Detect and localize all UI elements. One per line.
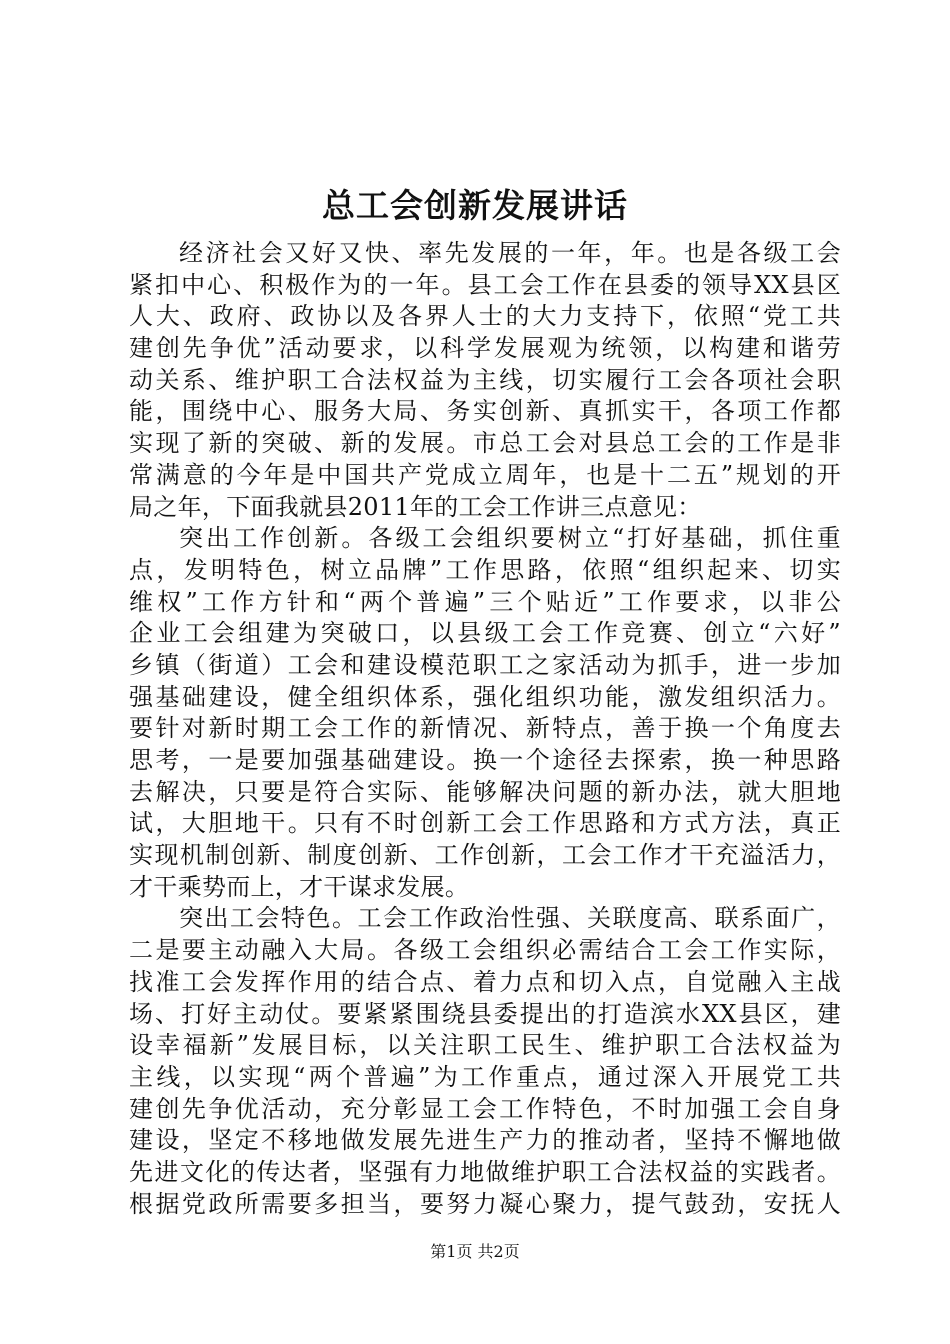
text-line: 强基础建设，健全组织体系，强化组织功能，激发组织活力。 [129, 682, 841, 711]
text-line: 经济社会又好又快、率先发展的一年，年。也是各级工会 [179, 239, 841, 267]
text-line: 设幸福新”发展目标，以关注职工民生、维护职工合法权益为 [129, 1031, 841, 1060]
text-line: 乡镇（街道）工会和建设模范职工之家活动为抓手，进一步加 [129, 650, 841, 679]
text-line: 突出工会特色。工会工作政治性强、关联度高、联系面广， [179, 904, 841, 933]
text-line: 建创先争优”活动要求，以科学发展观为统领，以构建和谐劳 [129, 334, 841, 363]
page-number: 第1页 共2页 [430, 1242, 520, 1261]
text-line: 才干乘势而上，才干谋求发展。 [129, 872, 470, 901]
text-line: 主线，以实现“两个普遍”为工作重点，通过深入开展党工共 [129, 1062, 841, 1091]
text-line: 找准工会发挥作用的结合点、着力点和切入点，自觉融入主战 [129, 967, 841, 996]
text-line: 根据党政所需要多担当，要努力凝心聚力，提气鼓劲，安抚人 [129, 1189, 841, 1218]
text-line: 能，围绕中心、服务大局、务实创新、真抓实干，各项工作都 [129, 397, 841, 426]
text-line: 试，大胆地干。只有不时创新工会工作思路和方式方法，真正 [129, 809, 841, 838]
text-line: 企业工会组建为突破口，以县级工会工作竞赛、创立“六好” [129, 619, 841, 648]
text-line: 去解决，只要是符合实际、能够解决问题的新办法，就大胆地 [129, 777, 841, 806]
text-line: 维权”工作方针和“两个普遍”三个贴近”工作要求，以非公 [129, 587, 841, 616]
text-line: 人大、政府、政协以及各界人士的大力支持下，依照“党工共 [129, 302, 841, 331]
text-line: 常满意的今年是中国共产党成立周年，也是十二五”规划的开 [129, 460, 841, 489]
text-line: 思考，一是要加强基础建设。换一个途径去探索，换一种思路 [129, 746, 841, 774]
text-line: 建创先争优活动，充分彰显工会工作特色，不时加强工会自身 [129, 1094, 841, 1123]
text-line: 实现机制创新、制度创新、工作创新，工会工作才干充溢活力， [129, 841, 841, 870]
document-body [129, 238, 841, 1220]
text-line: 动关系、维护职工合法权益为主线，切实履行工会各项社会职 [129, 365, 841, 394]
text-line: 突出工作创新。各级工会组织要树立“打好基础，抓住重 [179, 524, 841, 553]
text-line: 场、打好主动仗。要紧紧围绕县委提出的打造滨水XX县区，建 [129, 999, 841, 1028]
text-line: 建设，坚定不移地做发展先进生产力的推动者，坚持不懈地做 [129, 1126, 841, 1155]
text-line: 二是要主动融入大局。各级工会组织必需结合工会工作实际， [129, 936, 841, 965]
text-line: 要针对新时期工会工作的新情况、新特点，善于换一个角度去 [129, 714, 841, 743]
text-line: 点，发明特色，树立品牌”工作思路，依照“组织起来、切实 [129, 555, 841, 584]
text-line: 紧扣中心、积极作为的一年。县工会工作在县委的领导XX县区 [129, 270, 841, 299]
text-line: 局之年，下面我就县2011年的工会工作讲三点意见： [129, 492, 702, 521]
document-title: 总工会创新发展讲话 [322, 186, 628, 225]
text-line: 实现了新的突破、新的发展。市总工会对县总工会的工作是非 [129, 429, 841, 458]
text-line: 先进文化的传达者，坚强有力地做维护职工合法权益的实践者。 [129, 1157, 841, 1186]
